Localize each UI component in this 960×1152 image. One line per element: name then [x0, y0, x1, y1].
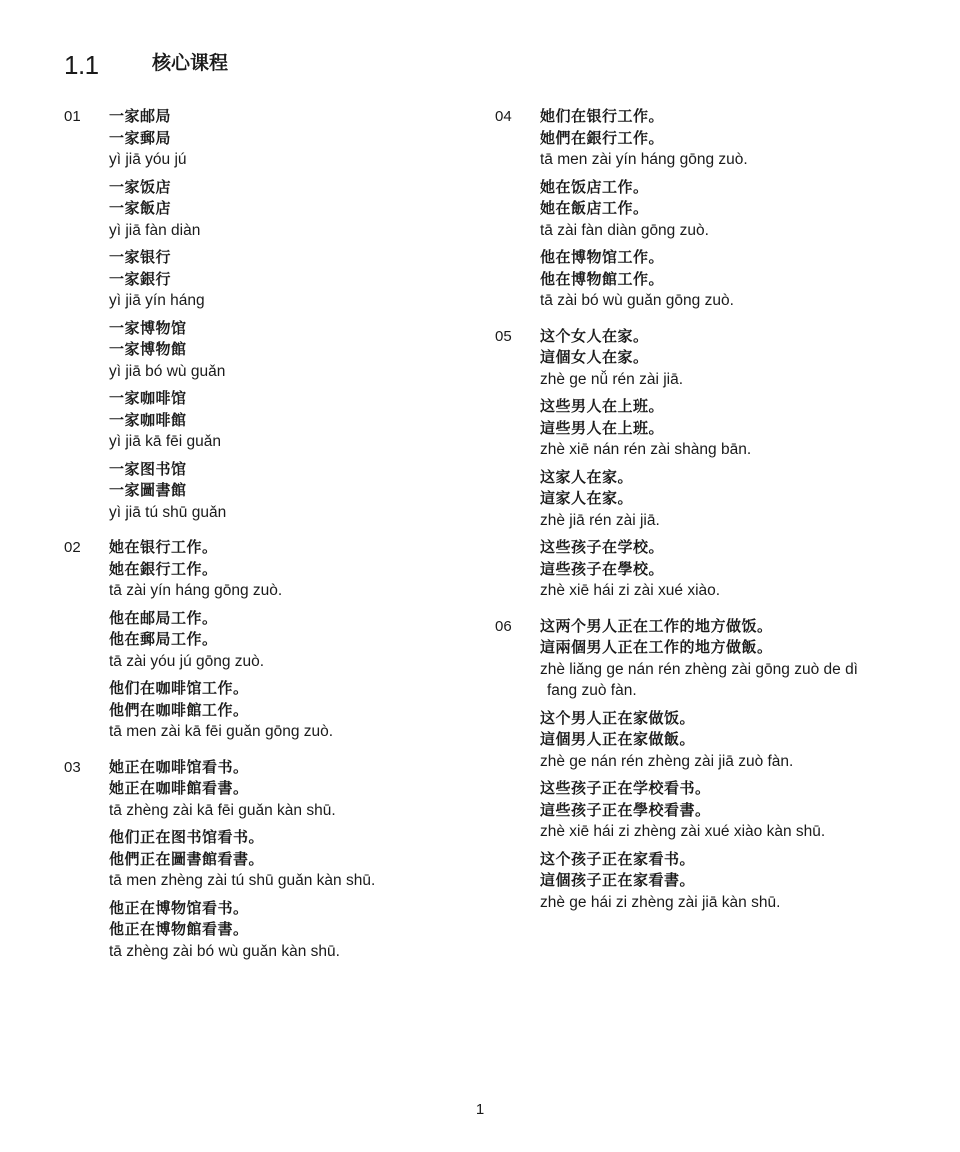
- group-number: 03: [64, 758, 81, 776]
- left-column: [64, 106, 474, 976]
- simplified-text: 一家邮局: [109, 107, 172, 125]
- pinyin-text: tā men zhèng zài tú shū guǎn kàn shū.: [109, 872, 376, 889]
- simplified-text: 这家人在家。: [540, 467, 634, 486]
- exercise-group-02: [64, 537, 474, 743]
- traditional-text: 這家人在家。: [540, 489, 634, 507]
- simplified-text: 这个孩子正在家看书。: [540, 849, 696, 868]
- exercise-group-06: [495, 616, 905, 914]
- simplified-text: 他在博物馆工作。: [540, 248, 665, 266]
- simplified-text: 这个男人正在家做饭。: [540, 708, 696, 727]
- simplified-text: 一家银行: [109, 248, 172, 266]
- pinyin-text: zhè xiē hái zi zài xué xiào.: [540, 582, 721, 599]
- sentence-entry: [540, 537, 905, 602]
- pinyin-text: yì jiā tú shū guǎn: [109, 503, 227, 521]
- traditional-text: 這個女人在家。: [540, 348, 649, 366]
- exercise-group-03: [64, 757, 474, 963]
- traditional-text: 一家飯店: [109, 199, 172, 217]
- vocab-entry: [109, 318, 474, 383]
- vocab-entry: [109, 388, 474, 453]
- traditional-text: 這個男人正在家做飯。: [540, 730, 696, 748]
- group-number: 05: [495, 327, 512, 345]
- simplified-text: 他们正在图书馆看书。: [109, 828, 265, 846]
- exercise-group-01: [64, 106, 474, 523]
- group-number: 01: [64, 108, 81, 125]
- pinyin-text: yì jiā yóu jú: [109, 151, 187, 168]
- simplified-text: 他在邮局工作。: [109, 608, 218, 627]
- simplified-text: 他正在博物馆看书。: [109, 898, 249, 917]
- traditional-text: 她們在銀行工作。: [540, 128, 665, 147]
- vocab-entry: [109, 459, 474, 524]
- simplified-text: 这些孩子在学校。: [540, 538, 665, 556]
- pinyin-text: zhè xiē nán rén zài shàng bān.: [540, 441, 752, 458]
- pinyin-text: tā men zài kā fēi guǎn gōng zuò.: [109, 723, 334, 740]
- pinyin-text: tā zài fàn diàn gōng zuò.: [540, 221, 709, 239]
- pinyin-text: tā zài yín háng gōng zuò.: [109, 582, 283, 599]
- sentence-entry: [540, 177, 905, 242]
- pinyin-text: tā men zài yín háng gōng zuò.: [540, 151, 748, 168]
- traditional-text: 這些男人在上班。: [540, 418, 665, 437]
- simplified-text: 一家图书馆: [109, 459, 187, 478]
- traditional-text: 他在郵局工作。: [109, 630, 218, 648]
- pinyin-text: zhè jiā rén zài jiā.: [540, 511, 660, 529]
- pinyin-text: tā zài yóu jú gōng zuò.: [109, 652, 265, 670]
- sentence-entry: [109, 898, 474, 963]
- traditional-text: 一家咖啡館: [109, 410, 187, 429]
- sentence-entry: [540, 396, 905, 461]
- simplified-text: 这些男人在上班。: [540, 397, 665, 415]
- sentence-entry: [540, 849, 905, 914]
- sentence-entry: [540, 247, 905, 312]
- exercise-group-05: [495, 326, 905, 602]
- section-number: 1.1: [64, 50, 99, 80]
- group-number: 04: [495, 108, 512, 125]
- pinyin-text: tā zhèng zài kā fēi guǎn kàn shū.: [109, 801, 336, 819]
- traditional-text: 這些孩子正在學校看書。: [540, 800, 711, 819]
- sentence-entry: [540, 326, 905, 391]
- sentence-entry: [540, 616, 905, 702]
- pinyin-text: zhè ge hái zi zhèng zài jiā kàn shū.: [540, 893, 781, 911]
- traditional-text: 他們在咖啡館工作。: [109, 700, 249, 719]
- simplified-text: 一家咖啡馆: [109, 389, 187, 407]
- sentence-entry: [540, 708, 905, 773]
- traditional-text: 一家郵局: [109, 128, 172, 147]
- right-column: [495, 106, 905, 927]
- pinyin-text: tā zài bó wù guǎn gōng zuò.: [540, 292, 734, 309]
- pinyin-text: zhè liǎng ge nán rén zhèng zài gōng zuò de dì fang zuò fàn.: [540, 660, 858, 699]
- simplified-text: 她们在银行工作。: [540, 107, 665, 125]
- traditional-text: 她正在咖啡館看書。: [109, 779, 249, 797]
- pinyin-text: yì jiā fàn diàn: [109, 221, 201, 239]
- simplified-text: 她在饭店工作。: [540, 177, 649, 196]
- traditional-text: 這兩個男人正在工作的地方做飯。: [540, 638, 773, 656]
- sentence-entry: [540, 778, 905, 843]
- pinyin-text: yì jiā yín háng: [109, 292, 205, 309]
- pinyin-text: yì jiā bó wù guǎn: [109, 362, 226, 380]
- group-number: 06: [495, 617, 512, 635]
- exercise-group-04: [495, 106, 905, 312]
- simplified-text: 这个女人在家。: [540, 326, 649, 345]
- sentence-entry: [540, 467, 905, 532]
- pinyin-text: zhè ge nǚ rén zài jiā.: [540, 370, 684, 388]
- sentence-entry: [109, 608, 474, 673]
- sentence-entry: [109, 537, 474, 602]
- vocab-entry: [109, 177, 474, 242]
- simplified-text: 一家饭店: [109, 177, 172, 196]
- sentence-entry: [109, 757, 474, 822]
- pinyin-text: yì jiā kā fēi guǎn: [109, 433, 222, 450]
- traditional-text: 他們正在圖書館看書。: [109, 849, 265, 868]
- traditional-text: 他正在博物館看書。: [109, 920, 249, 938]
- sentence-entry: [109, 678, 474, 743]
- page-number: 1: [475, 1101, 485, 1118]
- traditional-text: 一家圖書館: [109, 481, 187, 499]
- vocab-entry: [109, 106, 474, 171]
- traditional-text: 這個孩子正在家看書。: [540, 871, 696, 889]
- simplified-text: 他们在咖啡馆工作。: [109, 679, 249, 697]
- sentence-entry: [540, 106, 905, 171]
- traditional-text: 她在飯店工作。: [540, 199, 649, 217]
- traditional-text: 一家博物館: [109, 340, 187, 358]
- pinyin-text: zhè ge nán rén zhèng zài jiā zuò fàn.: [540, 752, 794, 770]
- simplified-text: 一家博物馆: [109, 318, 187, 337]
- simplified-text: 她在银行工作。: [109, 538, 218, 556]
- section-title: 核心课程: [152, 52, 229, 74]
- traditional-text: 這些孩子在學校。: [540, 559, 665, 578]
- traditional-text: 他在博物館工作。: [540, 269, 665, 288]
- simplified-text: 这两个男人正在工作的地方做饭。: [540, 616, 773, 635]
- pinyin-text: zhè xiē hái zi zhèng zài xué xiào kàn shū.: [540, 823, 826, 840]
- traditional-text: 她在銀行工作。: [109, 559, 218, 578]
- vocab-entry: [109, 247, 474, 312]
- group-number: 02: [64, 539, 81, 556]
- pinyin-text: tā zhèng zài bó wù guǎn kàn shū.: [109, 942, 340, 960]
- simplified-text: 这些孩子正在学校看书。: [540, 779, 711, 797]
- sentence-entry: [109, 827, 474, 892]
- traditional-text: 一家銀行: [109, 269, 172, 288]
- simplified-text: 她正在咖啡馆看书。: [109, 757, 249, 776]
